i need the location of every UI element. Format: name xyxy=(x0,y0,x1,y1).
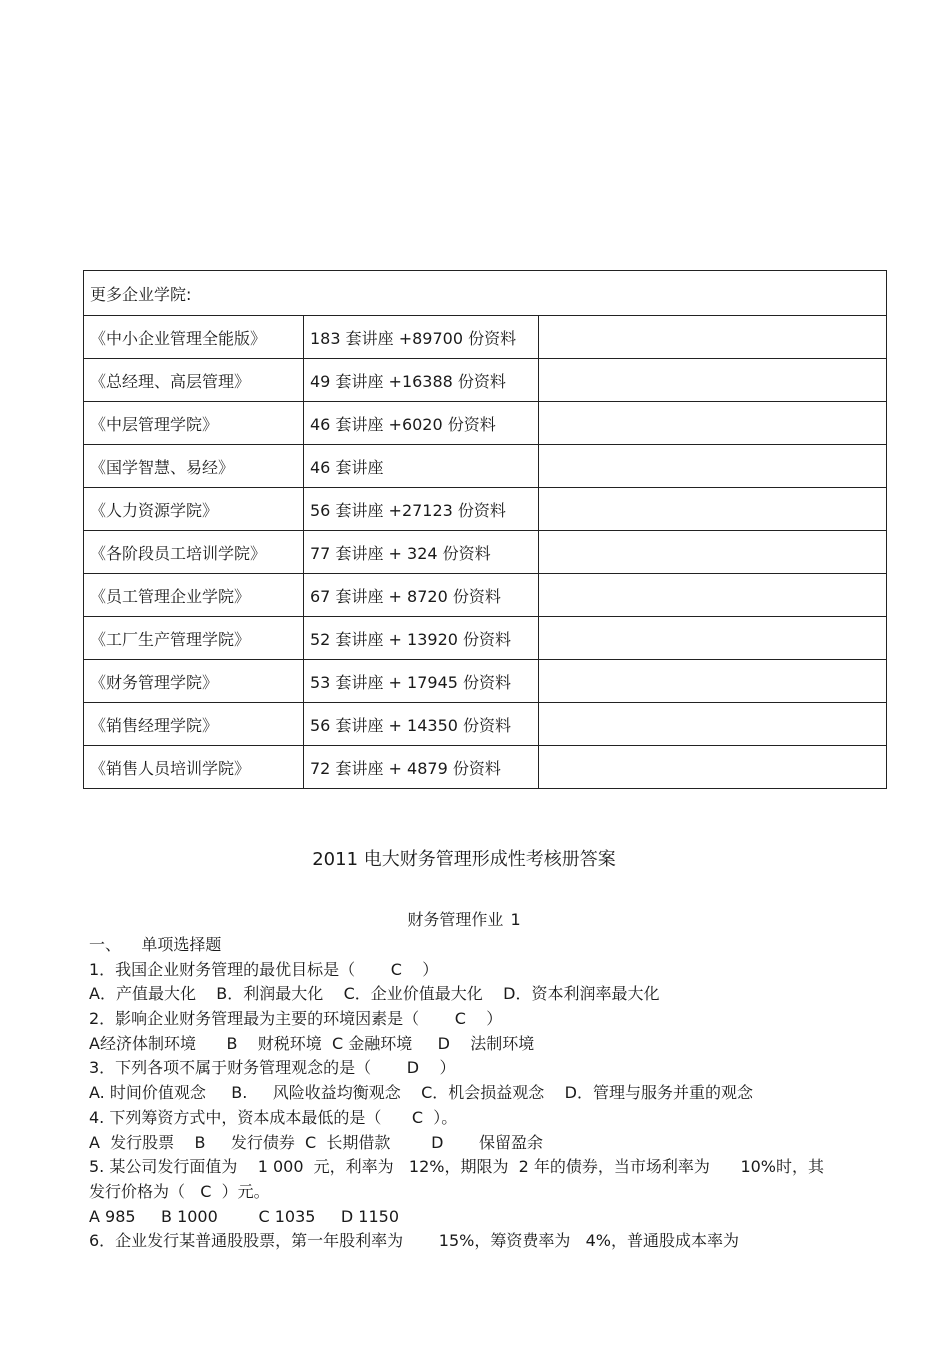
course-detail-cell: 49 套讲座 +16388 份资料 xyxy=(304,359,539,402)
text-line: 4. 下列筹资方式中，资本成本最低的是（ C ）。 xyxy=(89,1107,458,1127)
promo-table-row xyxy=(84,402,887,445)
text-line: 发行价格为（ C ）元。 xyxy=(89,1181,270,1201)
text-line: 3．下列各项不属于财务管理观念的是（ D ） xyxy=(89,1058,456,1078)
promo-table-row xyxy=(84,445,887,488)
empty-cell xyxy=(539,488,887,531)
promo-table xyxy=(83,270,887,789)
course-name-cell: 《中小企业管理全能版》 xyxy=(84,316,304,359)
course-detail-cell: 53 套讲座 + 17945 份资料 xyxy=(304,660,539,703)
document-subtitle: 财务管理作业 1 xyxy=(407,910,521,929)
text-line: 1．我国企业财务管理的最优目标是（ C ） xyxy=(89,959,439,979)
course-name-cell: 《工厂生产管理学院》 xyxy=(84,617,304,660)
text-line: A．产值最大化 B．利润最大化 C．企业价值最大化 D．资本利润率最大化 xyxy=(89,984,660,1004)
empty-cell xyxy=(539,746,887,789)
promo-table-header: 更多企业学院: xyxy=(84,271,887,316)
course-detail-cell: 67 套讲座 + 8720 份资料 xyxy=(304,574,539,617)
course-name-cell: 《总经理、高层管理》 xyxy=(84,359,304,402)
text-line: A经济体制环境 B 财税环境 C 金融环境 D 法制环境 xyxy=(89,1033,535,1053)
empty-cell xyxy=(539,445,887,488)
text-line: A 985 B 1000 C 1035 D 1150 xyxy=(89,1206,399,1226)
text-line: 5. 某公司发行面值为 1 000 元，利率为 12%，期限为 2 年的债券，当市场利率为 10%时，其 xyxy=(89,1157,825,1177)
empty-cell xyxy=(539,703,887,746)
course-detail-cell: 46 套讲座 +6020 份资料 xyxy=(304,402,539,445)
promo-table-header-row xyxy=(84,271,887,316)
course-detail-cell: 52 套讲座 + 13920 份资料 xyxy=(304,617,539,660)
promo-table-row xyxy=(84,574,887,617)
course-detail-cell: 72 套讲座 + 4879 份资料 xyxy=(304,746,539,789)
text-line: 一、 单项选择题 xyxy=(89,935,222,954)
course-detail-cell: 77 套讲座 + 324 份资料 xyxy=(304,531,539,574)
course-name-cell: 《销售经理学院》 xyxy=(84,703,304,746)
course-name-cell: 《员工管理企业学院》 xyxy=(84,574,304,617)
course-name-cell: 《国学智慧、易经》 xyxy=(84,445,304,488)
promo-table-row xyxy=(84,703,887,746)
question-list xyxy=(89,933,879,1254)
promo-table-row xyxy=(84,746,887,789)
empty-cell xyxy=(539,316,887,359)
course-name-cell: 《财务管理学院》 xyxy=(84,660,304,703)
course-detail-cell: 183 套讲座 +89700 份资料 xyxy=(304,316,539,359)
promo-table-row xyxy=(84,531,887,574)
promo-table-row xyxy=(84,660,887,703)
promo-table-row xyxy=(84,359,887,402)
empty-cell xyxy=(539,402,887,445)
text-line: 6．企业发行某普通股股票，第一年股利率为 15%，筹资费率为 4%，普通股成本率为 xyxy=(89,1231,739,1251)
document-title: 2011 电大财务管理形成性考核册答案 xyxy=(312,849,616,870)
text-line: A 发行股票 B 发行债券 C 长期借款 D 保留盈余 xyxy=(89,1132,543,1152)
course-detail-cell: 56 套讲座 + 14350 份资料 xyxy=(304,703,539,746)
empty-cell xyxy=(539,617,887,660)
empty-cell xyxy=(539,359,887,402)
empty-cell xyxy=(539,574,887,617)
course-name-cell: 《中层管理学院》 xyxy=(84,402,304,445)
empty-cell xyxy=(539,531,887,574)
empty-cell xyxy=(539,660,887,703)
course-detail-cell: 46 套讲座 xyxy=(304,445,539,488)
promo-table-row xyxy=(84,617,887,660)
course-name-cell: 《各阶段员工培训学院》 xyxy=(84,531,304,574)
course-detail-cell: 56 套讲座 +27123 份资料 xyxy=(304,488,539,531)
promo-table-row xyxy=(84,316,887,359)
promo-table-row xyxy=(84,488,887,531)
text-line: A. 时间价值观念 B. 风险收益均衡观念 C．机会损益观念 D．管理与服务并重的观念 xyxy=(89,1083,753,1103)
course-name-cell: 《销售人员培训学院》 xyxy=(84,746,304,789)
course-name-cell: 《人力资源学院》 xyxy=(84,488,304,531)
text-line: 2．影响企业财务管理最为主要的环境因素是（ C ） xyxy=(89,1009,503,1029)
